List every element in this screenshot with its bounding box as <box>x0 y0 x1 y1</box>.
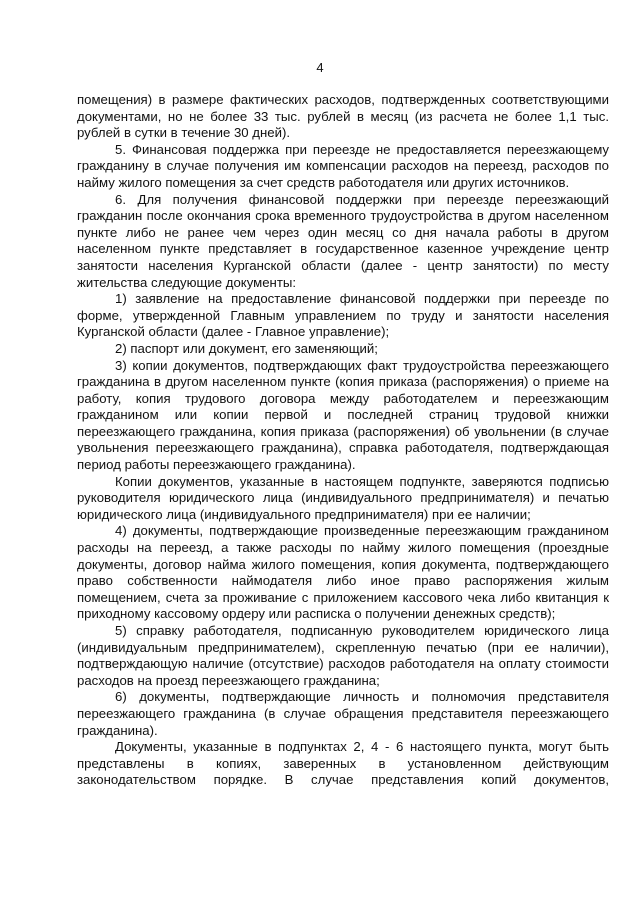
subitem-6: 6) документы, подтверждающие личность и полномочия представителя переезжающего гражданина (в случае обращения представителя переезжающего гражданина). <box>77 689 609 738</box>
subitem-3-copies-note: Копии документов, указанные в настоящем подпункте, заверяются подписью руководителя юридического лица (индивидуального предпринимателя) и печатью юридического лица (индивидуального предпринимателя) при ее наличии; <box>77 473 609 522</box>
subitem-2: 2) паспорт или документ, его заменяющий; <box>115 340 378 356</box>
subitem-1: 1) заявление на предоставление финансовой поддержки при переезде по форме, утвержденной Главным управлением по труду и занятости населения Курганской области (далее - Главное управление); <box>77 291 609 340</box>
paragraph-item-6: 6. Для получения финансовой поддержки при переезде переезжающий гражданин после окончания срока временного трудоустройства в другом населенном пункте либо не ранее чем через один месяц со дня начала работы в другом населенном пункте представляет в государственное казенное учреждение центр занятости населения Курганской области (далее - центр занятости) по месту жительства следующие документы: <box>77 191 609 290</box>
document-body <box>77 92 609 789</box>
subitem-3: 3) копии документов, подтверждающих факт трудоустройства переезжающего гражданина в другом населенном пункте (копия приказа (распоряжения) о приеме на работу, копия трудового договора между работодателем и переезжающим гражданином или копии первой и последней страниц трудовой книжки переезжающего гражданина, копия приказа (распоряжения) об увольнении (в случае увольнения переезжающего гражданина), справка работодателя, подтверждающая период работы переезжающего гражданина). <box>77 357 609 473</box>
page-number: 4 <box>316 60 324 75</box>
subitem-4: 4) документы, подтверждающие произведенные переезжающим гражданином расходы на переезд, а также расходы по найму жилого помещения (проездные документы, договор найма жилого помещения, копия документа, подтверждающего право собственности наймодателя либо иное право распоряжения жилым помещением, счета за проживание с приложением кассового чека либо квитанция к приходному кассовому ордеру или расписка о получении денежных средств); <box>77 523 609 622</box>
paragraph-item-5: 5. Финансовая поддержка при переезде не предоставляется переезжающему гражданину в случае получения им компенсации расходов на переезд, расходов по найму жилого помещения за счет средств работодателя или других источников. <box>77 141 609 190</box>
paragraph-documents-copies: Документы, указанные в подпунктах 2, 4 - 6 настоящего пункта, могут быть представлены в копиях, заверенных в установленном действующим законодательством порядке. В случае представления копий документов, <box>77 739 609 788</box>
subitem-5: 5) справку работодателя, подписанную руководителем юридического лица (индивидуальным предпринимателем), скрепленную печатью (при ее наличии), подтверждающую наличие (отсутствие) расходов работодателя на оплату стоимости расходов на проезд переезжающего гражданина; <box>77 623 609 688</box>
paragraph-continuation: помещения) в размере фактических расходов, подтвержденных соответствующими документами, но не более 33 тыс. рублей в месяц (из расчета не более 1,1 тыс. рублей в сутки в течение 30 дней). <box>77 92 609 141</box>
